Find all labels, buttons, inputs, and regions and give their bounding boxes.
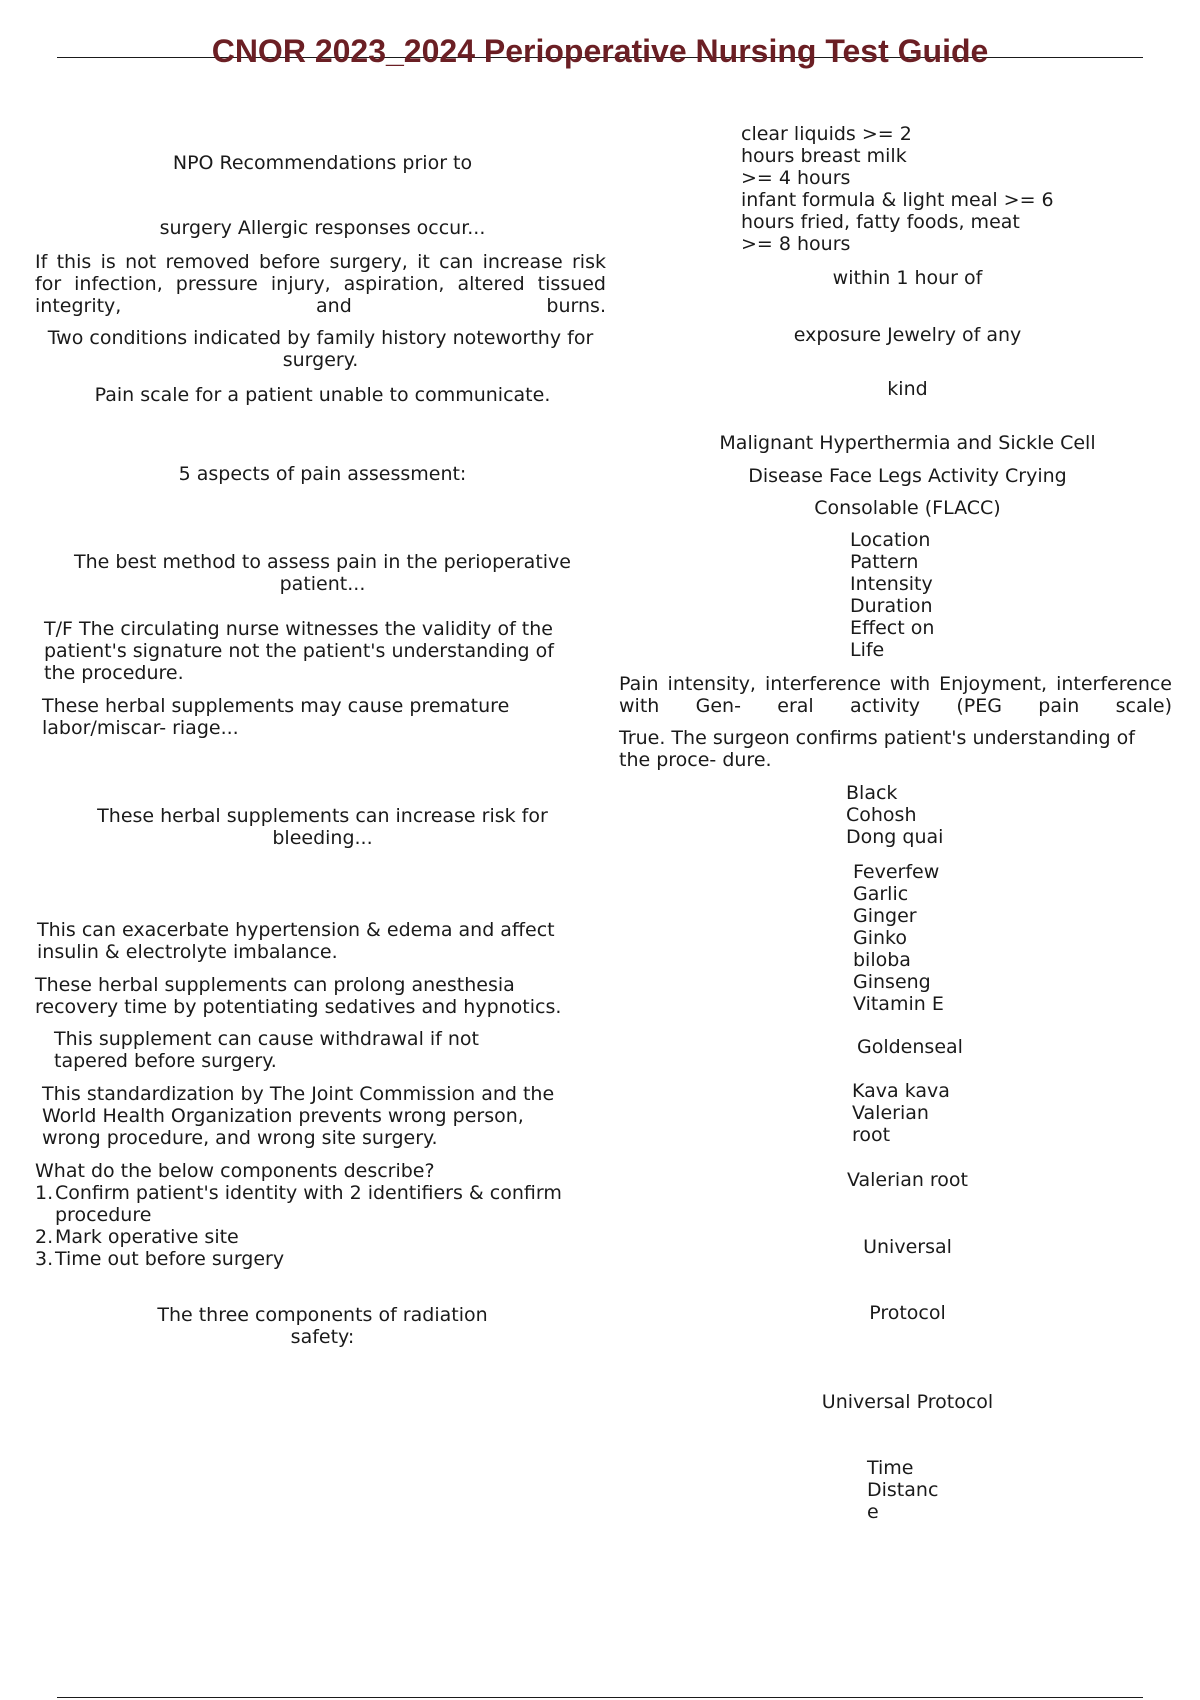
- consolable-answer: Consolable (FLACC): [814, 497, 1001, 519]
- radiation-question: The three components of radiation safety:: [157, 1304, 488, 1348]
- hypertension-question: This can exacerbate hypertension & edema and affect insulin & electrolyte imbalance.: [37, 919, 555, 963]
- pain-aspects-answer: Location Pattern Intensity Duration Effect on Life: [850, 529, 935, 661]
- withdrawal-question: This supplement can cause withdrawal if not tapered before surgery.: [54, 1028, 480, 1072]
- list-number: 3.: [35, 1248, 54, 1270]
- protocol-answer: Protocol: [869, 1302, 946, 1324]
- bleeding-question: These herbal supplements can increase risk for bleeding...: [97, 805, 548, 849]
- tf-question: T/F The circulating nurse witnesses the validity of the patient's signature not the patient's understanding of the procedure.: [44, 618, 554, 684]
- kind-answer: kind: [887, 378, 928, 400]
- universal-answer: Universal: [863, 1236, 952, 1258]
- universal-protocol-answer: Universal Protocol: [821, 1391, 994, 1413]
- anesthesia-question: These herbal supplements can prolong anesthesia recovery time by potentiating sedatives and hypnotics.: [35, 974, 562, 1018]
- list-text: Mark operative site: [55, 1226, 239, 1248]
- kava-answer: Kava kava Valerian root: [852, 1080, 950, 1146]
- npo-answer: clear liquids >= 2 hours breast milk >= 4 hours infant formula & light meal >= 6 hours fried, fatty foods, meat >= 8 hours: [741, 123, 1054, 255]
- list-text: Confirm patient's identity with 2 identifiers & confirm procedure: [55, 1182, 562, 1226]
- labor-question: These herbal supplements may cause premature labor/miscar- riage...: [42, 695, 510, 739]
- list-number: 2.: [35, 1226, 54, 1248]
- components-list: [35, 1182, 605, 1270]
- true-answer: True. The surgeon confirms patient's understanding of the proce- dure.: [619, 727, 1135, 771]
- list-item: [35, 1182, 605, 1226]
- components-question: What do the below components describe?: [35, 1160, 435, 1182]
- npo-question: NPO Recommendations prior to: [172, 152, 473, 174]
- footer-rule: [57, 1697, 1143, 1698]
- goldenseal-answer: Goldenseal: [857, 1036, 963, 1058]
- jewelry-question: If this is not removed before surgery, it can increase risk for infection, pressure injury, aspiration, altered tissued integrity, and burns.: [35, 251, 606, 317]
- within-answer: within 1 hour of: [832, 267, 983, 289]
- radiation-answer: Time Distanc e: [867, 1457, 939, 1523]
- standardization-question: This standardization by The Joint Commission and the World Health Organization prevents wrong person, wrong procedure, and wrong site surgery.: [42, 1083, 555, 1149]
- allergic-question: surgery Allergic responses occur...: [159, 217, 486, 239]
- family-history-question: Two conditions indicated by family history noteworthy for surgery.: [47, 327, 594, 371]
- peg-answer: Pain intensity, interference with Enjoyment, interference with Gen- eral activity (PEG pain scale): [619, 673, 1172, 717]
- list-item: [35, 1226, 605, 1248]
- exposure-answer: exposure Jewelry of any: [793, 324, 1022, 346]
- list-item: [35, 1248, 605, 1270]
- valerian-answer: Valerian root: [846, 1169, 969, 1191]
- bleeding-answer: Feverfew Garlic Ginger Ginko biloba Ginseng Vitamin E: [853, 861, 944, 1015]
- malignant-answer: Malignant Hyperthermia and Sickle Cell: [719, 432, 1096, 454]
- labor-answer: Black Cohosh Dong quai: [846, 782, 944, 848]
- best-method-question: The best method to assess pain in the perioperative patient...: [74, 551, 571, 595]
- pain-scale-question: Pain scale for a patient unable to communicate.: [94, 384, 551, 406]
- pain-aspects-question: 5 aspects of pain assessment:: [178, 463, 467, 485]
- flacc-answer: Disease Face Legs Activity Crying: [748, 465, 1067, 487]
- document-title: CNOR 2023_2024 Perioperative Nursing Test Guide: [211, 33, 989, 69]
- list-number: 1.: [35, 1182, 54, 1204]
- list-text: Time out before surgery: [55, 1248, 285, 1270]
